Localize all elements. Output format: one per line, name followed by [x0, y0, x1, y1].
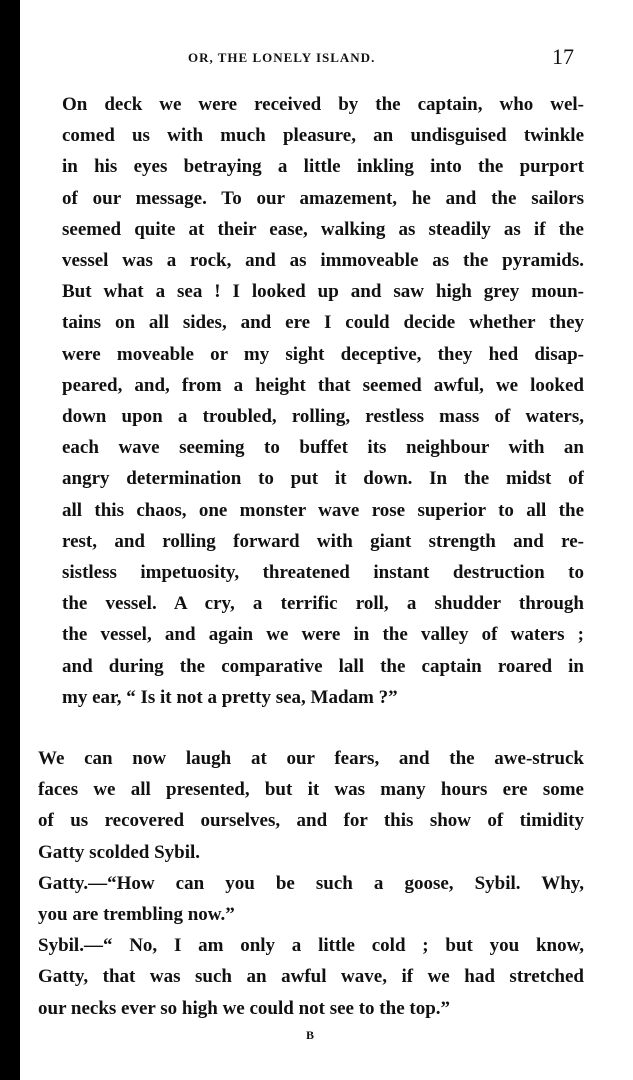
text-line: sistless impetuosity, threatened instant destruction to	[62, 562, 584, 584]
text-line: Gatty, that was such an awful wave, if we had stretched	[38, 966, 584, 988]
text-line: tains on all sides, and ere I could decide whether they	[62, 312, 584, 334]
text-line: Gatty scolded Sybil.	[38, 841, 201, 863]
text-line: of our message. To our amazement, he and the sailors	[62, 187, 584, 209]
running-head	[38, 44, 584, 72]
text-line: Sybil.—“ No, I am only a little cold ; but you know,	[38, 935, 584, 957]
paragraph-voyage	[38, 89, 584, 713]
body-text	[38, 89, 584, 1024]
text-line: We can now laugh at our fears, and the awe-struck	[38, 748, 584, 770]
text-line: angry determination to put it down. In the midst of	[62, 468, 584, 490]
signature-mark: B	[306, 1028, 315, 1042]
text-line: the vessel, and again we were in the valley of waters ;	[62, 624, 584, 646]
text-line: rest, and rolling forward with giant strength and re-	[62, 530, 584, 552]
text-line: peared, and, from a height that seemed awful, we looked	[62, 374, 584, 396]
text-line: were moveable or my sight deceptive, they hed disap-	[62, 343, 584, 365]
page-number: 17	[552, 44, 574, 69]
text-line: our necks ever so high we could not see to the top.”	[38, 997, 451, 1019]
text-line: you are trembling now.”	[38, 904, 235, 926]
paragraph-gap	[38, 713, 584, 743]
paragraph-sybil-dialogue	[38, 930, 584, 1024]
text-line: faces we all presented, but it was many hours ere some	[38, 779, 584, 801]
paragraph-reflection	[38, 743, 584, 868]
text-line: down upon a troubled, rolling, restless mass of waters,	[62, 406, 584, 428]
paragraph-gatty-dialogue	[38, 868, 584, 930]
running-title: OR, THE LONELY ISLAND.	[188, 50, 376, 65]
book-page	[38, 0, 584, 1080]
text-line: But what a sea ! I looked up and saw high grey moun-	[62, 281, 584, 303]
text-line: and during the comparative lall the captain roared in	[62, 655, 584, 677]
text-line: my ear, “ Is it not a pretty sea, Madam ?”	[62, 686, 398, 708]
text-line: all this chaos, one monster wave rose superior to all the	[62, 499, 584, 521]
text-line: of us recovered ourselves, and for this show of timidity	[38, 810, 584, 832]
book-spine-shadow	[0, 0, 20, 1080]
text-line: in his eyes betraying a little inkling into the purport	[62, 156, 584, 178]
text-line: the vessel. A cry, a terrific roll, a shudder through	[62, 593, 584, 615]
text-line: Gatty.—“How can you be such a goose, Sybil. Why,	[38, 872, 584, 894]
text-line: vessel was a rock, and as immoveable as the pyramids.	[62, 250, 584, 272]
text-line: seemed quite at their ease, walking as steadily as if the	[62, 218, 584, 240]
text-line: each wave seeming to buffet its neighbour with an	[62, 437, 584, 459]
text-line: comed us with much pleasure, an undisguised twinkle	[62, 125, 584, 147]
text-line: On deck we were received by the captain, who wel-	[62, 94, 584, 115]
